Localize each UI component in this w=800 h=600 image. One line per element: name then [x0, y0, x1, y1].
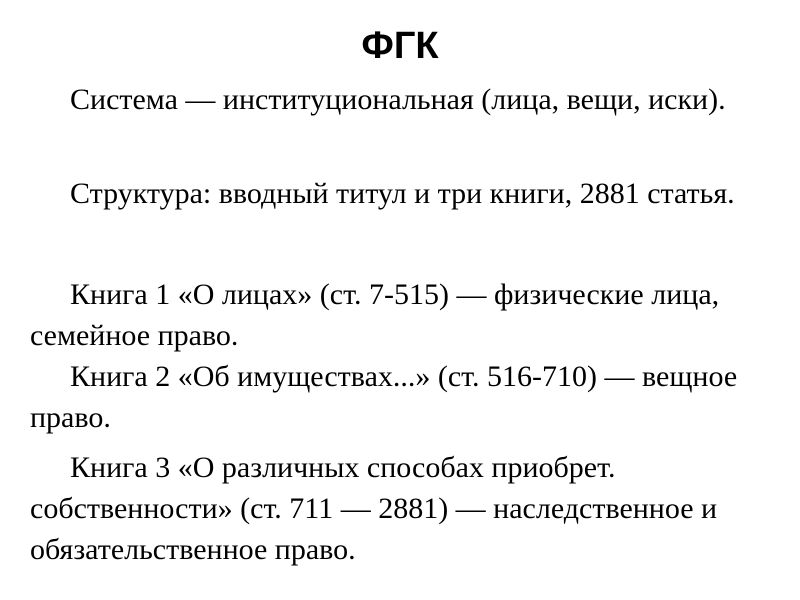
slide-title: ФГК [361, 25, 439, 67]
paragraph-system: Система — институциональная (лица, вещи, иски). [70, 83, 726, 116]
paragraph-structure: Структура: вводный титул и три книги, 2881 статья. [70, 177, 735, 210]
paragraph-book-2: Книга 2 «Об имуществах...» (ст. 516-710) — вещное право. [30, 360, 738, 434]
paragraph-book-1: Книга 1 «О лицах» (ст. 7-515) — физические лица, семейное право. [30, 278, 720, 352]
paragraph-book-3: Книга 3 «О различных способах приобрет. собственности» (ст. 711 — 2881) — наследственное и обязательственное право. [30, 451, 718, 566]
